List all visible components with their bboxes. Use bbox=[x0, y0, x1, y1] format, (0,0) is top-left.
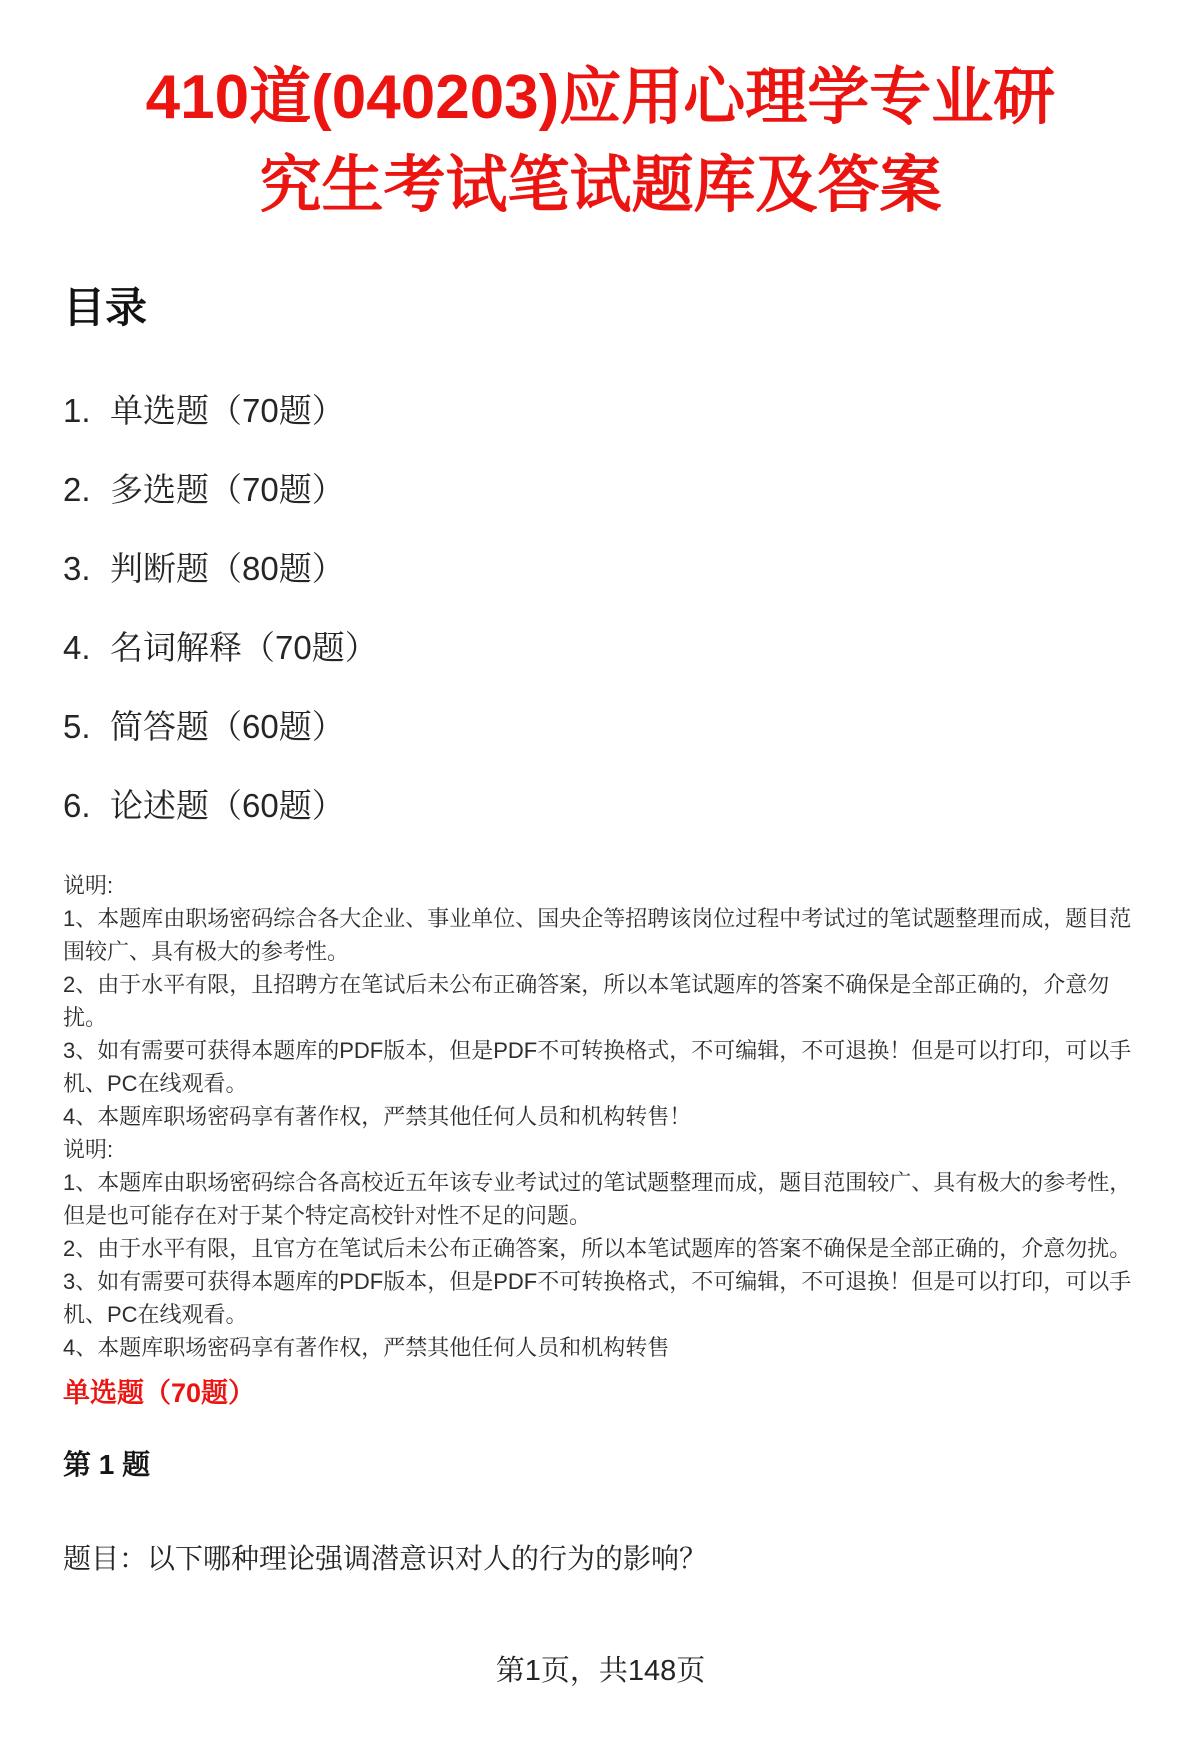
page-footer bbox=[63, 1648, 1138, 1689]
note-paragraph: 4、本题库职场密码享有著作权，严禁其他任何人员和机构转售！ bbox=[63, 1104, 692, 1129]
page-title bbox=[63, 54, 1138, 230]
toc-item-label: 多选题（70题） bbox=[110, 471, 345, 508]
note-paragraph: 2、由于水平有限，且招聘方在笔试后未公布正确答案，所以本笔试题库的答案不确保是全部正确的，介意勿扰。 bbox=[63, 972, 1110, 1030]
toc-item-label: 判断题（80题） bbox=[110, 550, 345, 587]
note-paragraph: 3、如有需要可获得本题库的PDF版本，但是PDF不可转换格式，不可编辑，不可退换！但是可以打印，可以手机、PC在线观看。 bbox=[63, 1269, 1132, 1327]
note-paragraph: 3、如有需要可获得本题库的PDF版本，但是PDF不可转换格式，不可编辑，不可退换！但是可以打印，可以手机、PC在线观看。 bbox=[63, 1038, 1132, 1096]
page-indicator: 第1页，共148页 bbox=[495, 1655, 706, 1687]
toc-item-number: 1. bbox=[63, 392, 91, 429]
toc-heading: 目录 bbox=[63, 284, 148, 331]
toc-item bbox=[63, 388, 1138, 434]
page-title-line-2: 究生考试笔试题库及答案 bbox=[259, 151, 942, 220]
toc-item-number: 3. bbox=[63, 550, 91, 587]
notes-section bbox=[63, 869, 1138, 1364]
toc-item-number: 6. bbox=[63, 787, 91, 824]
page-title-line-1: 410道(040203)应用心理学专业研 bbox=[145, 63, 1056, 132]
toc-item-label: 单选题（70题） bbox=[110, 392, 345, 429]
toc-item bbox=[63, 546, 1138, 592]
toc-item-label: 简答题（60题） bbox=[110, 708, 345, 745]
note-paragraph: 4、本题库职场密码享有著作权，严禁其他任何人员和机构转售 bbox=[63, 1335, 670, 1360]
toc-item bbox=[63, 783, 1138, 829]
toc-item bbox=[63, 704, 1138, 750]
note-paragraph: 1、本题库由职场密码综合各高校近五年该专业考试过的笔试题整理而成，题目范围较广、具有极大的参考性，但是也可能存在对于某个特定高校针对性不足的问题。 bbox=[63, 1170, 1132, 1228]
note-paragraph: 1、本题库由职场密码综合各大企业、事业单位、国央企等招聘该岗位过程中考试过的笔试题整理而成，题目范围较广、具有极大的参考性。 bbox=[63, 906, 1132, 964]
toc-item-label: 论述题（60题） bbox=[110, 787, 345, 824]
toc-item-number: 5. bbox=[63, 708, 91, 745]
toc-item-number: 2. bbox=[63, 471, 91, 508]
question-number: 第 1 题 bbox=[63, 1449, 151, 1480]
section-heading: 单选题（70题） bbox=[63, 1378, 256, 1408]
toc-item-label: 名词解释（70题） bbox=[110, 629, 378, 666]
toc-item bbox=[63, 467, 1138, 513]
toc-list bbox=[63, 388, 1138, 829]
notes-heading-2: 说明: bbox=[63, 1137, 114, 1162]
question-text: 题目：以下哪种理论强调潜意识对人的行为的影响？ bbox=[63, 1543, 708, 1574]
toc-item-number: 4. bbox=[63, 629, 91, 666]
toc-item bbox=[63, 625, 1138, 671]
notes-heading-1: 说明: bbox=[63, 873, 114, 898]
note-paragraph: 2、由于水平有限，且官方在笔试后未公布正确答案，所以本笔试题库的答案不确保是全部正确的，介意勿扰。 bbox=[63, 1236, 1132, 1261]
